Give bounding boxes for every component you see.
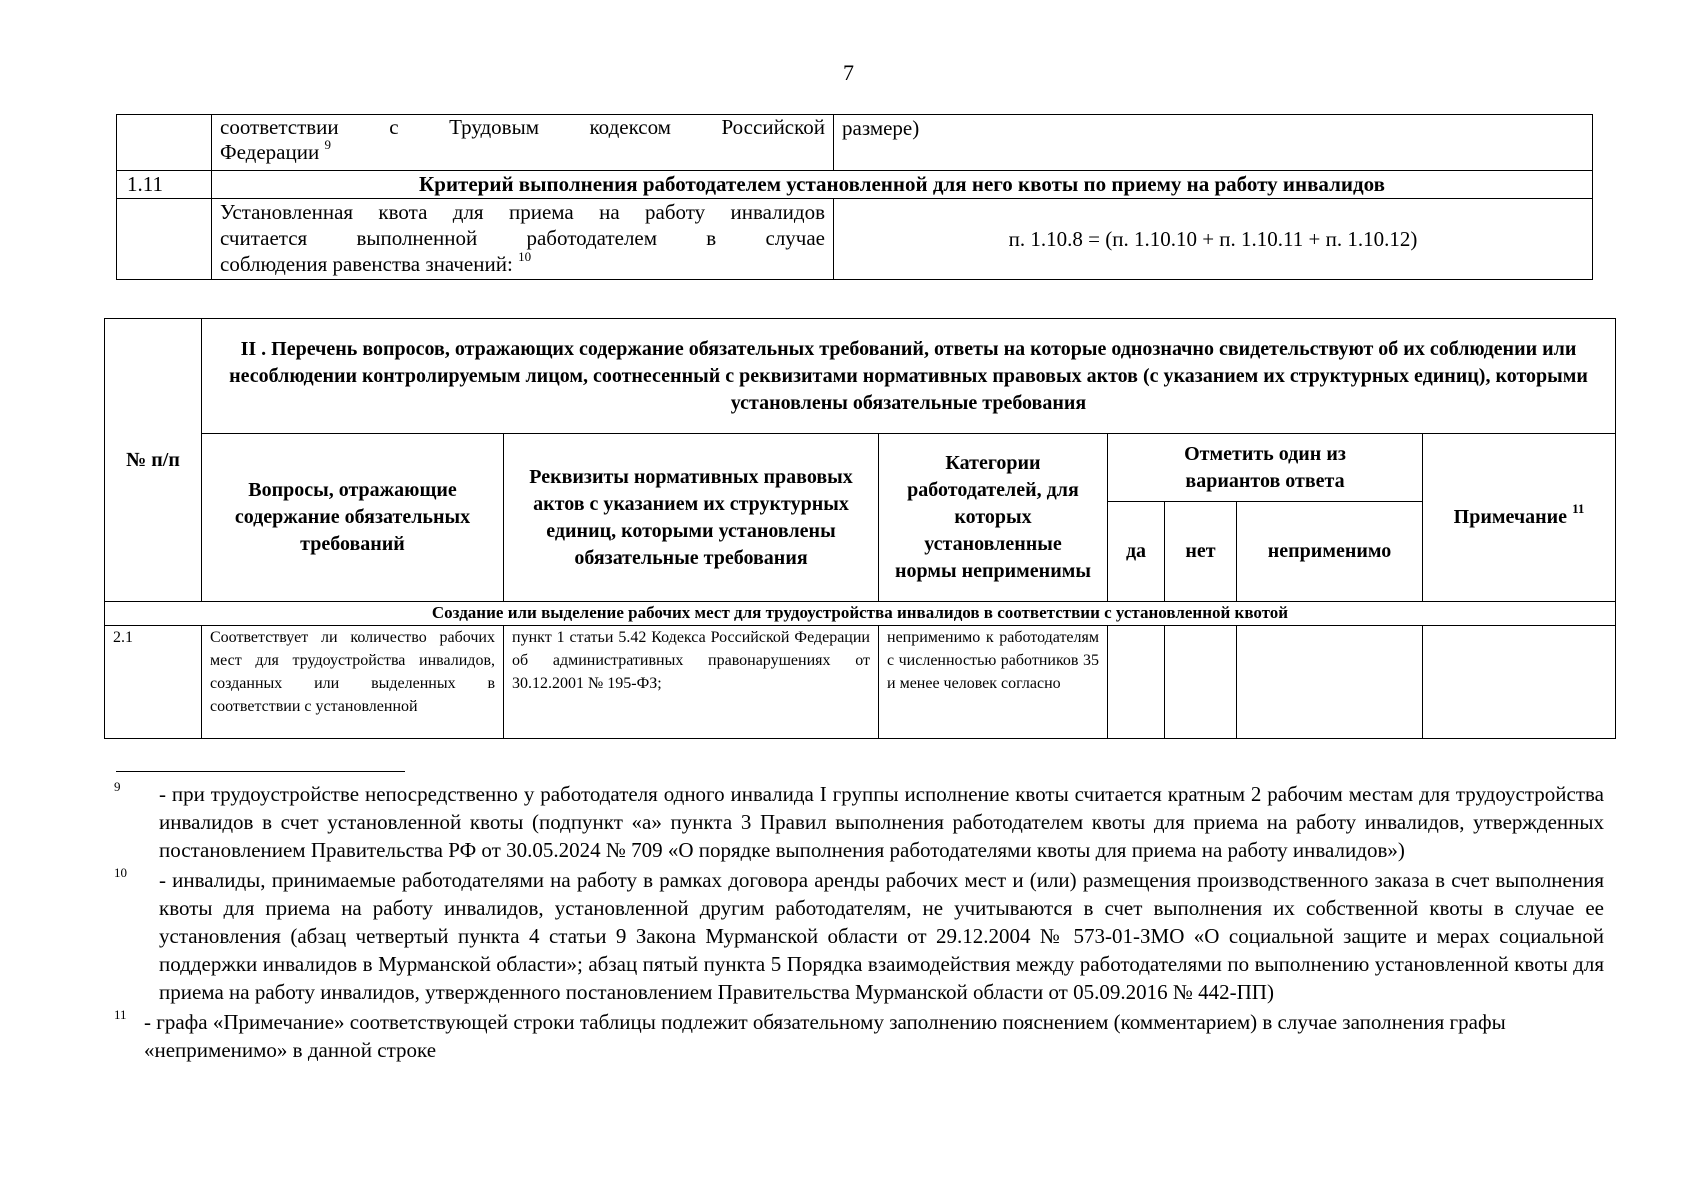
criterion-title: Критерий выполнения работодателем установленной для него квоты по приему на работу инвалидов (212, 171, 1593, 199)
column-header-questions: Вопросы, отражающие содержание обязательных требований (202, 434, 504, 602)
footnote-ref: 9 (324, 137, 331, 152)
footnotes (114, 780, 1604, 1066)
column-header-not-applicable: неприменимо (1237, 502, 1423, 602)
footnote-text: - графа «Примечание» соответствующей строки таблицы подлежит обязательному заполнению пояснением (комментарием) в случае заполнения графы «неприменимо» в данной строке (144, 1010, 1506, 1062)
footnote-text: - при трудоустройстве непосредственно у работодателя одного инвалида I группы исполнение квоты считается кратным 2 рабочим местам для трудоустройства инвалидов в счет установленной квоты (подпункт «а» пункта 3 Правил выполнения работодателем квоты для приема на работу инвалидов, утвержденных постановлением Правительства РФ от 30.05.2024 № 709 «О порядке выполнения работодателями квоты для приема на работу инвалидов») (159, 782, 1604, 862)
criterion-value: размере) (834, 115, 1593, 171)
criterion-description (212, 199, 834, 280)
table-row (117, 171, 1593, 199)
footnote (114, 1008, 1604, 1064)
table-row (117, 199, 1593, 280)
row-number: 2.1 (105, 626, 202, 739)
subsection-title: Создание или выделение рабочих мест для трудоустройства инвалидов в соответствии с установленной квотой (105, 602, 1616, 626)
quota-criteria-table (116, 114, 1593, 280)
footnote (114, 780, 1604, 864)
checklist-table (104, 318, 1616, 739)
category-cell: неприменимо к работодателям с численностью работников 35 и менее человек согласно (879, 626, 1108, 739)
footnote-text: - инвалиды, принимаемые работодателями на работу в рамках договора аренды рабочих мест и (или) размещения производственного заказа в счет выполнения квоты для приема на работу инвалидов, установленной другим работодателям, не учитываются в счет выполнения их собственной квоты в случае ее установления (абзац четвертый пункта 4 статьи 9 Закона Мурманской области от 29.12.2004 № 573-01-ЗМО «О социальной защите и мерах социальной поддержки инвалидов в Мурманской области»; абзац пятый пункта 5 Порядка взаимодействия между работодателями по выполнению установленной квоты для приема на работу инвалидов, утвержденного постановлением Правительства Мурманской области от 05.09.2016 № 442-ПП) (159, 868, 1604, 1004)
answer-not-applicable-cell[interactable] (1237, 626, 1423, 739)
row-number (117, 115, 212, 171)
criterion-formula: п. 1.10.8 = (п. 1.10.10 + п. 1.10.11 + п. 1.10.12) (834, 199, 1593, 280)
footnote-mark: 9 (114, 779, 121, 794)
footnote-ref: 10 (518, 249, 532, 264)
footnote (114, 866, 1604, 1006)
note-cell[interactable] (1423, 626, 1616, 739)
column-header-no: нет (1165, 502, 1237, 602)
footnote-ref: 11 (1572, 501, 1585, 517)
page-number: 7 (843, 60, 854, 85)
description-line: соблюдения равенства значений: $^{10}$ (220, 249, 532, 276)
requisite-cell: пункт 1 статьи 5.42 Кодекса Российской Федерации об административных правонарушениях от 30.12.2001 № 195-ФЗ; (504, 626, 879, 739)
column-header-note: Примечание $^{11}$ (1423, 434, 1616, 602)
footnote-mark: 10 (114, 865, 127, 880)
column-header-categories: Категории работодателей, для которых установленные нормы неприменимы (879, 434, 1108, 602)
section-title: II . Перечень вопросов, отражающих содержание обязательных требований, ответы на которые однозначно свидетельствуют об их соблюдении или несоблюдении контролируемым лицом, соотнесенный с реквизитами нормативных правовых актов (с указанием их структурных единиц), которыми установлены обязательные требования (202, 319, 1616, 434)
answer-no-cell[interactable] (1165, 626, 1237, 739)
answer-yes-cell[interactable] (1108, 626, 1165, 739)
description-line: Установленная квота для приема на работу инвалидов (220, 200, 825, 224)
table-row (105, 626, 1616, 739)
column-header-requisites: Реквизиты нормативных правовых актов с указанием их структурных единиц, которыми установлены обязательные требования (504, 434, 879, 602)
table-header-row (105, 434, 1616, 502)
description-line: считается выполненной работодателем в случае (220, 226, 825, 250)
row-number: 1.11 (117, 171, 212, 199)
question-cell: Соответствует ли количество рабочих мест для трудоустройства инвалидов, созданных или выделенных в соответствии с установленной (202, 626, 504, 739)
table-row (117, 115, 1593, 171)
subsection-row (105, 602, 1616, 626)
column-header-answer: Отметить один из вариантов ответа (1108, 434, 1423, 502)
column-header-number: № п/п (105, 319, 202, 602)
footnote-mark: 11 (114, 1007, 127, 1022)
criterion-description (212, 115, 834, 171)
column-header-yes: да (1108, 502, 1165, 602)
description-line: Федерации $^9$ (220, 137, 331, 164)
table-header-row (105, 319, 1616, 434)
description-line: соответствии с Трудовым кодексом Российской (220, 115, 825, 139)
footnote-separator (116, 771, 405, 772)
